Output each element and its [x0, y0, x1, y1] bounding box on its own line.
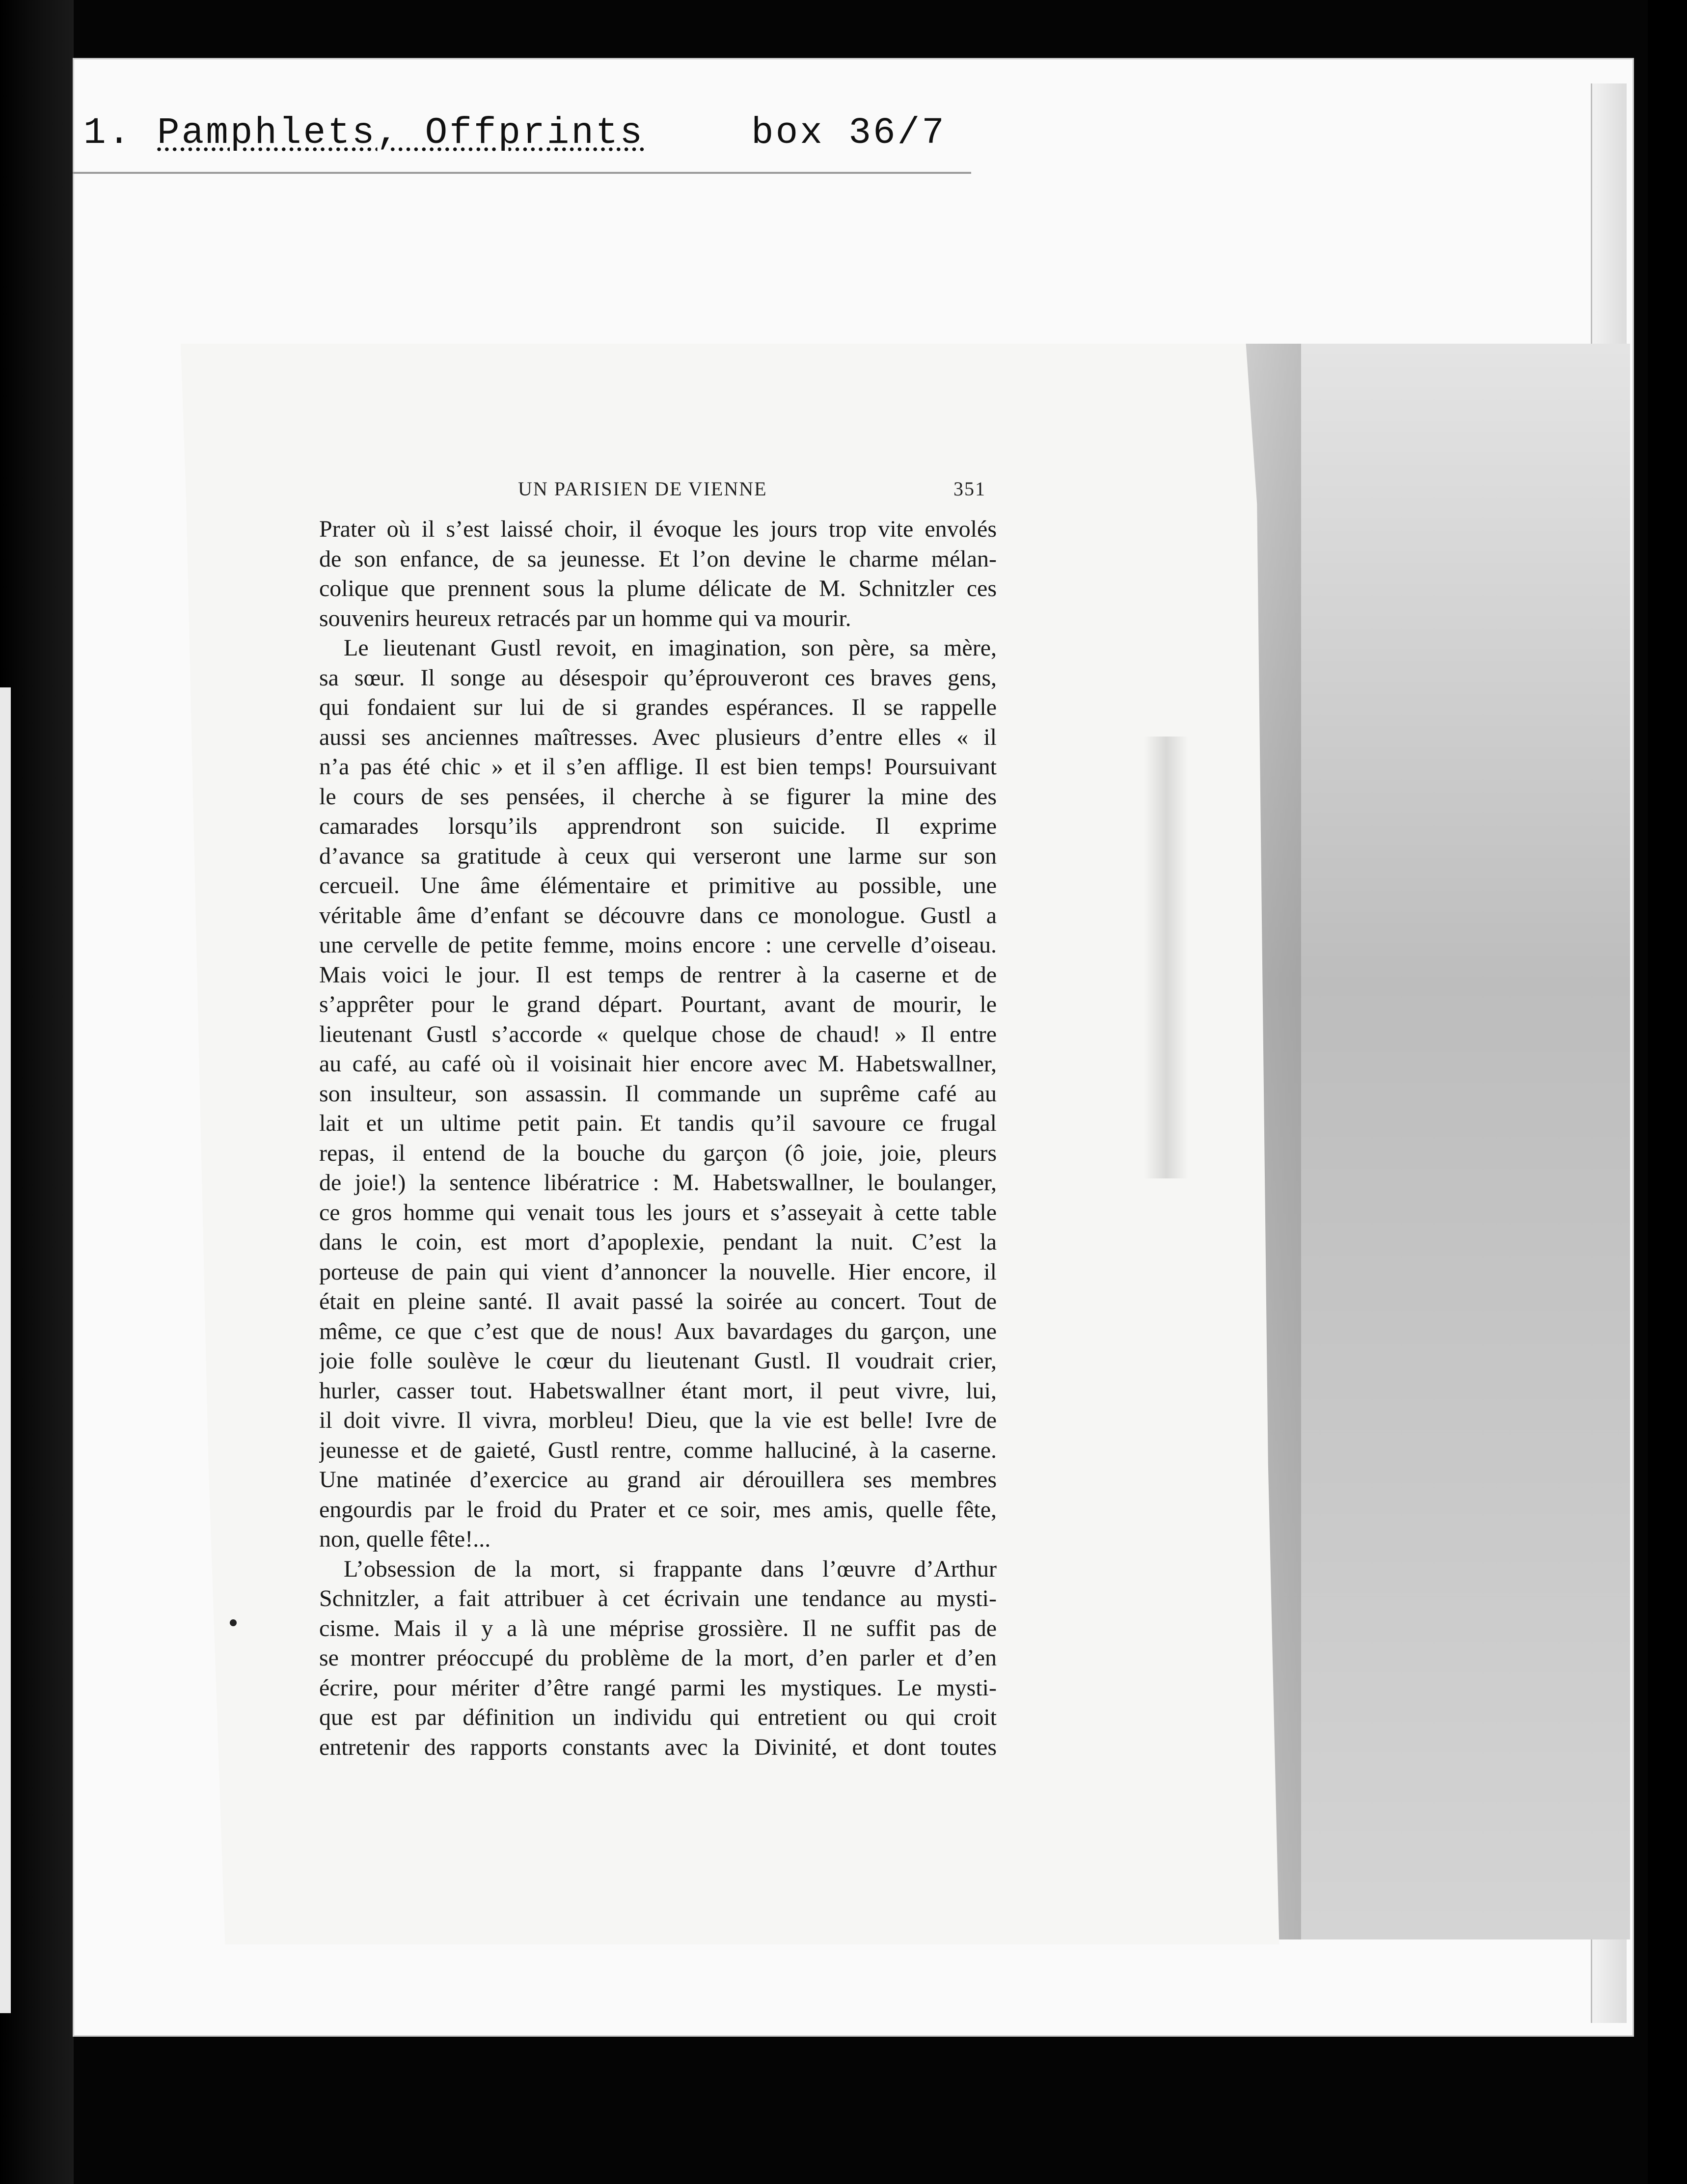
- text-line: qui fondaient sur lui de si grandes espérances. Il se rappelle: [319, 694, 997, 720]
- text-line: son insulteur, son assassin. Il commande un suprême café au: [319, 1080, 997, 1107]
- text-line: non, quelle fête!...: [319, 1526, 491, 1552]
- running-title: UN PARISIEN DE VIENNE: [518, 478, 767, 500]
- text-line: écrire, pour mériter d’être rangé parmi les mystiques. Le mysti-: [319, 1674, 997, 1701]
- film-strip-left: [0, 687, 11, 2013]
- text-line: jeunesse et de gaieté, Gustl rentre, comme halluciné, à la caserne.: [319, 1437, 997, 1463]
- page-body-text: [319, 515, 997, 1762]
- card-header-rule: [73, 172, 971, 174]
- text-line: ce gros homme qui venait tous les jours et s’asseyait à cette table: [319, 1199, 997, 1226]
- text-line: Schnitzler, a fait attribuer à cet écrivain une tendance au mysti-: [319, 1585, 997, 1611]
- text-line: d’avance sa gratitude à ceux qui verseront une larme sur son: [319, 843, 997, 869]
- film-edge-right: [1648, 0, 1687, 2184]
- text-line: lieutenant Gustl s’accorde « quelque chose de chaud! » Il entre: [319, 1021, 997, 1047]
- text-line: porteuse de pain qui vient d’annoncer la nouvelle. Hier encore, il: [319, 1258, 997, 1285]
- text-line: joie folle soulève le cœur du lieutenant Gustl. Il voudrait crier,: [319, 1348, 997, 1374]
- text-line: s’apprêter pour le grand départ. Pourtant, avant de mourir, le: [319, 991, 997, 1017]
- text-line: au café, au café où il voisinait hier encore avec M. Habetswallner,: [319, 1051, 997, 1077]
- text-line: lait et un ultime petit pain. Et tandis qu’il savoure ce frugal: [319, 1110, 997, 1136]
- text-line: L’obsession de la mort, si frappante dans l’œuvre d’Arthur: [344, 1556, 997, 1582]
- text-line: Prater où il s’est laissé choir, il évoque les jours trop vite envolés: [319, 516, 997, 542]
- text-line: que est par définition un individu qui entretient ou qui croit: [319, 1704, 997, 1730]
- text-line: véritable âme d’enfant se découvre dans ce monologue. Gustl a: [319, 902, 997, 928]
- text-line: de joie!) la sentence libératrice : M. Habetswallner, le boulanger,: [319, 1170, 997, 1196]
- text-line: était en pleine santé. Il avait passé la soirée au concert. Tout de: [319, 1288, 997, 1314]
- text-line: même, ce que c’est que de nous! Aux bavardages du garçon, une: [319, 1318, 997, 1344]
- text-line: une cervelle de petite femme, moins encore : une cervelle d’oiseau.: [319, 932, 997, 958]
- text-line: le cours de ses pensées, il cherche à se figurer la mine des: [319, 783, 997, 810]
- film-edge-left: [0, 0, 74, 2184]
- text-line: entretenir des rapports constants avec la Divinité, et dont toutes: [319, 1734, 997, 1760]
- text-line: cercueil. Une âme élémentaire et primitive au possible, une: [319, 873, 997, 899]
- text-line: camarades lorsqu’ils apprendront son suicide. Il exprime: [319, 813, 997, 839]
- text-line: engourdis par le froid du Prater et ce soir, mes amis, quelle fête,: [319, 1496, 997, 1523]
- text-line: repas, il entend de la bouche du garçon (ô joie, joie, pleurs: [319, 1140, 997, 1166]
- text-line: souvenirs heureux retracés par un homme qui va mourir.: [319, 605, 851, 631]
- text-line: Mais voici le jour. Il est temps de rentrer à la caserne et de: [319, 961, 997, 988]
- text-line: n’a pas été chic » et il s’en afflige. Il est bien temps! Poursuivant: [319, 754, 997, 780]
- text-line: colique que prennent sous la plume délicate de M. Schnitzler ces: [319, 575, 997, 601]
- text-line: Une matinée d’exercice au grand air dérouillera ses membres: [319, 1467, 997, 1493]
- text-line: il doit vivre. Il vivra, morbleu! Dieu, que la vie est belle! Ivre de: [319, 1407, 997, 1433]
- page-number: 351: [953, 478, 986, 500]
- text-line: Le lieutenant Gustl revoit, en imagination, son père, sa mère,: [344, 635, 997, 661]
- text-line: de son enfance, de sa jeunesse. Et l’on devine le charme mélan-: [319, 546, 997, 572]
- text-line: sa sœur. Il songe au désespoir qu’éprouveront ces braves gens,: [319, 664, 997, 691]
- label-title: Pamphlets, Offprints: [157, 112, 645, 154]
- ink-speck: [230, 1619, 237, 1626]
- text-line: cisme. Mais il y a là une méprise grossière. Il ne suffit pas de: [319, 1615, 997, 1641]
- text-line: hurler, casser tout. Habetswallner étant mort, il peut vivre, lui,: [319, 1377, 997, 1404]
- text-line: dans le coin, est mort d’apoplexie, pendant la nuit. C’est la: [319, 1229, 997, 1255]
- text-line: aussi ses anciennes maîtresses. Avec plusieurs d’entre elles « il: [319, 724, 997, 750]
- page-crease: [1144, 737, 1188, 1178]
- text-line: se montrer préoccupé du problème de la mort, d’en parler et d’en: [319, 1645, 997, 1671]
- label-box-number: box 36/7: [751, 112, 946, 154]
- label-number: 1.: [83, 112, 133, 154]
